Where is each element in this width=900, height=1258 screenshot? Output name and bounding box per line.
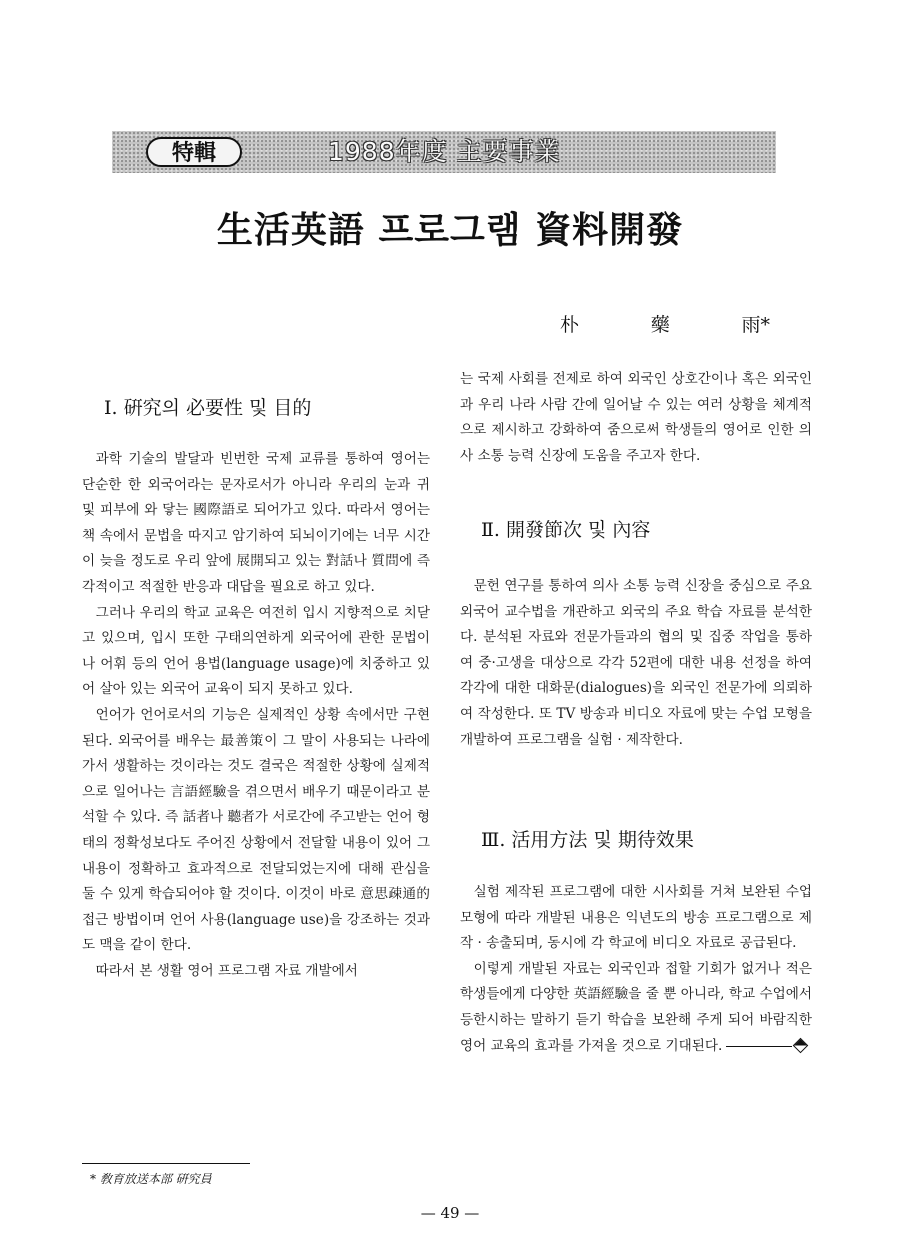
end-diamond-icon <box>793 1037 809 1053</box>
paragraph: 과학 기술의 발달과 빈번한 국제 교류를 통하여 영어는 단순한 한 외국어라는 문자로서가 아니라 우리의 눈과 귀 및 피부에 와 닿는 國際語로 되어가고 있다. 따라서 영어는 책 속에서 문법을 따지고 암기하여 되뇌이기에는 너무 시간이 늦을 정도로 우리 앞에 展開되고 있는 對話나 質問에 즉각적이고 적절한 반응과 대답을 필요로 하고 있다. <box>82 451 430 595</box>
end-rule <box>726 1046 792 1047</box>
feature-label: 特輯 <box>146 137 242 167</box>
section-3-body <box>460 880 812 1059</box>
section-2-heading: Ⅱ. 開發節次 및 內容 <box>481 519 651 541</box>
paragraph: 는 국제 사회를 전제로 하여 외국인 상호간이나 혹은 외국인과 우리 나라 사람 간에 일어날 수 있는 여러 상황을 체계적으로 제시하고 강화하여 줌으로써 학생들의 영어로 인한 의사 소통 능력 신장에 도움을 주고자 한다. <box>460 371 812 464</box>
author-name <box>560 310 770 337</box>
section-1-body <box>82 447 430 984</box>
feature-banner-title: 1988年度 主要事業 <box>328 137 561 166</box>
author-char-1: 朴 <box>560 314 580 336</box>
footnote: * 敎育放送本部 硏究員 <box>90 1172 212 1186</box>
article-title: 生活英語 프로그램 資料開發 <box>216 209 684 251</box>
author-char-3: 雨* <box>741 314 770 336</box>
paragraph: 문헌 연구를 통하여 의사 소통 능력 신장을 중심으로 주요 외국어 교수법을 개관하고 외국의 주요 학습 자료를 분석한다. 분석된 자료와 전문가들과의 협의 및 집중 작업을 통하여 중·고생을 대상으로 각각 52편에 대한 내용 선정을 하여 각각에 대한 대화문(dialogues)을 외국인 전문가에 의뢰하여 작성한다. 또 TV 방송과 비디오 자료에 맞는 수업 모형을 개발하여 프로그램을 실험 · 제작한다. <box>460 578 812 748</box>
section-1-heading: Ⅰ. 硏究의 必要性 및 目的 <box>104 397 312 419</box>
paragraph: 실험 제작된 프로그램에 대한 시사회를 거쳐 보완된 수업 모형에 따라 개발된 내용은 익년도의 방송 프로그램으로 제작 · 송출되며, 동시에 각 학교에 비디오 자료로 공급된다. <box>460 884 812 952</box>
footnote-divider <box>82 1163 250 1164</box>
paragraph: 언어가 언어로서의 기능은 실제적인 상황 속에서만 구현된다. 외국어를 배우는 最善策이 그 말이 사용되는 나라에 가서 생활하는 것이라는 것도 결국은 적절한 상황에 실제적으로 일어나는 言語經驗을 겪으면서 배우기 때문이라고 분석할 수 있다. 즉 話者나 聽者가 서로간에 주고받는 언어 형태의 정확성보다도 주어진 상황에서 전달할 내용이 있어 그 내용이 정확하고 효과적으로 전달되었는지에 대해 관심을 둘 수 있게 학습되어야 할 것이다. 이것이 바로 意思疎通的 접근 방법이며 언어 사용(language use)을 강조하는 것과도 맥을 같이 한다. <box>82 706 430 954</box>
author-char-2: 藥 <box>650 314 670 336</box>
paragraph: 따라서 본 생활 영어 프로그램 자료 개발에서 <box>95 962 358 979</box>
section-2-body <box>460 574 812 753</box>
section-3-heading: Ⅲ. 活用方法 및 期待效果 <box>481 829 694 851</box>
paragraph-text: 이렇게 개발된 자료는 외국인과 접할 기회가 없거나 적은 학생들에게 다양한 英語經驗을 줄 뿐 아니라, 학교 수업에서 등한시하는 말하기 듣기 학습을 보완해 주게 되어 바람직한 영어 교육의 효과를 가져올 것으로 기대된다. <box>460 960 812 1054</box>
paragraph: 그러나 우리의 학교 교육은 여전히 입시 지향적으로 치닫고 있으며, 입시 또한 구태의연하게 외국어에 관한 문법이나 어휘 등의 언어 용법(language usage)에 치중하고 있어 살아 있는 외국어 교육이 되지 못하고 있다. <box>82 604 430 698</box>
feature-banner <box>112 131 776 173</box>
page-number: — 49 — <box>420 1204 480 1222</box>
section-1-body-continued <box>460 367 812 469</box>
paragraph <box>460 957 812 1059</box>
